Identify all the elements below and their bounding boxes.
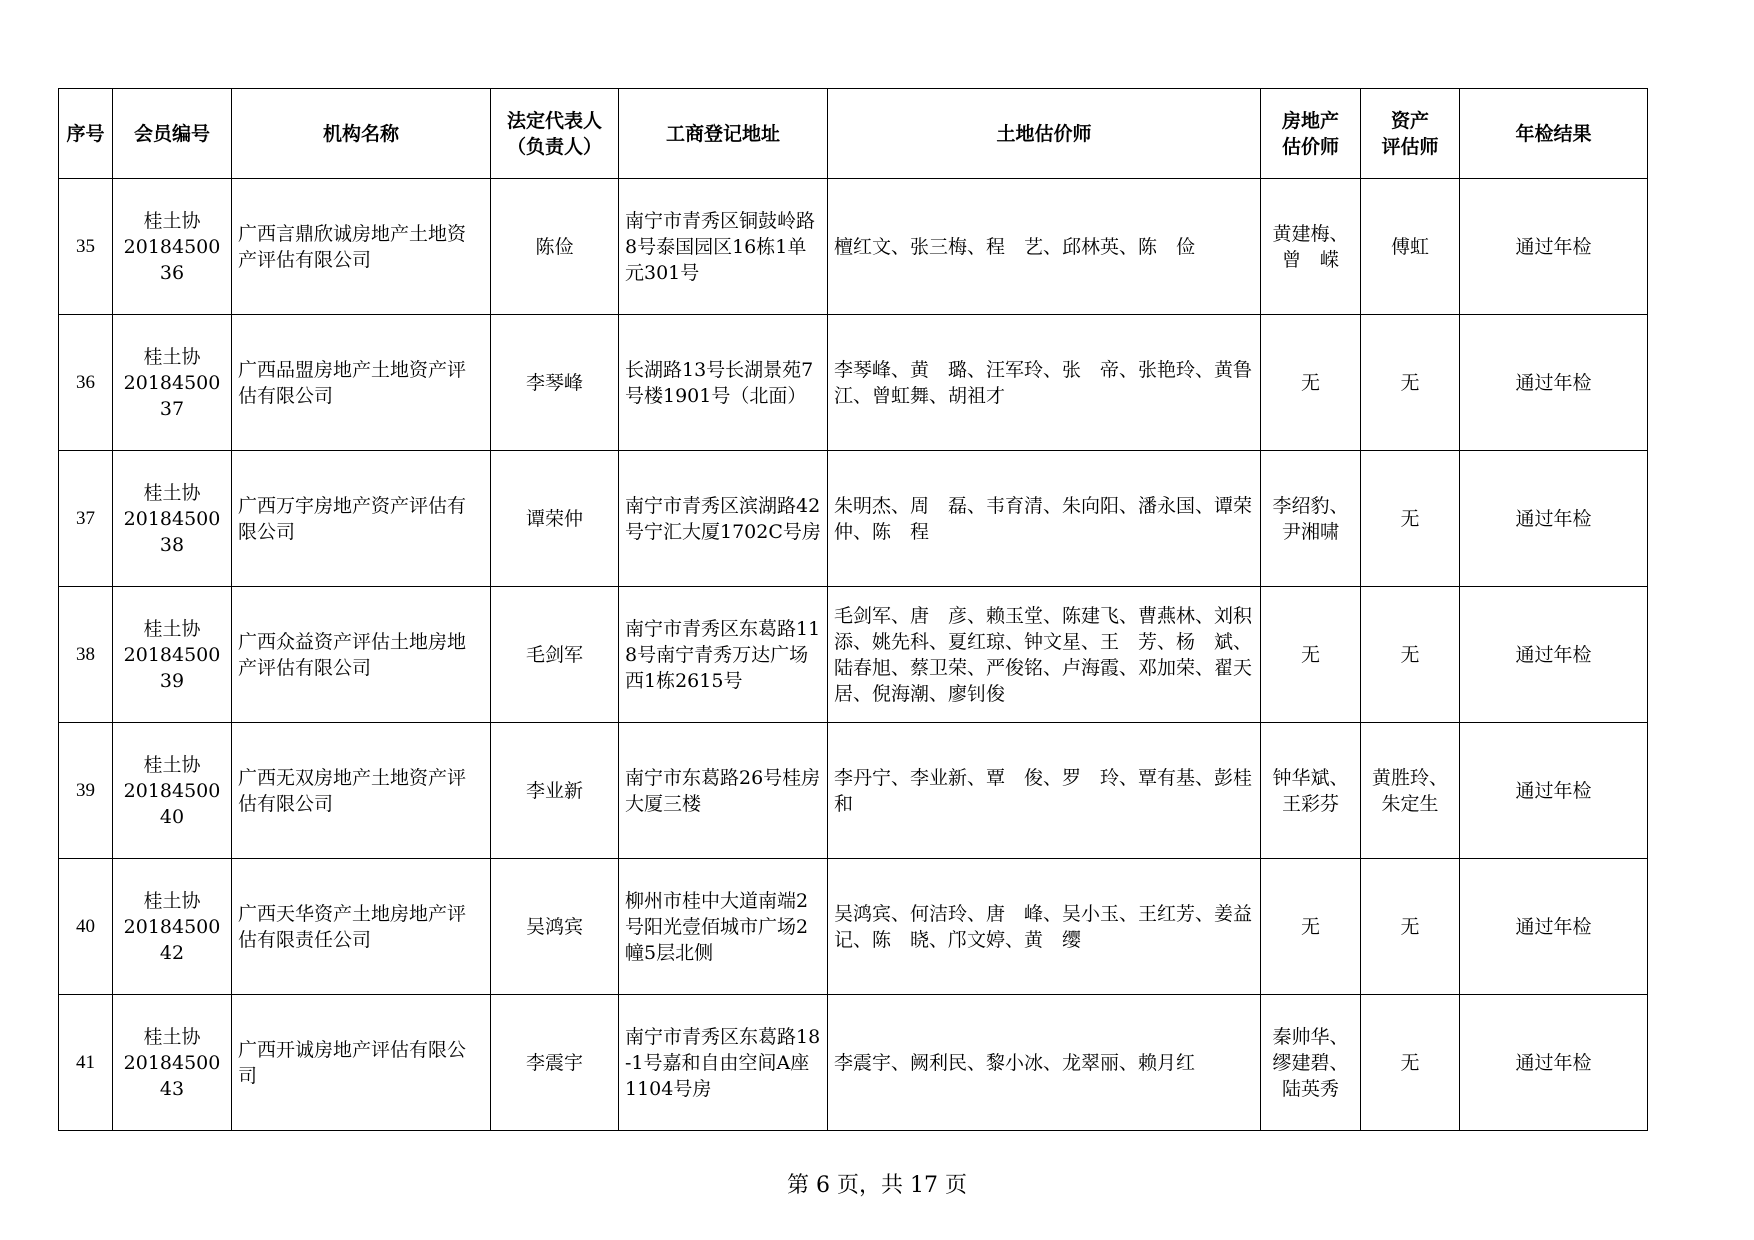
- row-member-id: 桂土协 2018450039: [113, 587, 232, 723]
- row-address: 南宁市东葛路26号桂房大厦三楼: [619, 723, 828, 859]
- row-asset-appraisers: 无: [1361, 859, 1460, 995]
- header-inspection-result: 年检结果: [1460, 89, 1648, 179]
- row-realestate-appraisers: 李绍豹、 尹湘啸: [1261, 451, 1361, 587]
- row-member-id: 桂土协 2018450042: [113, 859, 232, 995]
- row-member-id: 桂土协 2018450038: [113, 451, 232, 587]
- row-legal-rep: 毛剑军: [491, 587, 619, 723]
- header-member-id: 会员编号: [113, 89, 232, 179]
- row-inspection-result: 通过年检: [1460, 451, 1648, 587]
- row-inspection-result: 通过年检: [1460, 179, 1648, 315]
- row-no: 35: [59, 179, 113, 315]
- row-legal-rep: 谭荣仲: [491, 451, 619, 587]
- row-asset-appraisers: 无: [1361, 587, 1460, 723]
- row-org-name: 广西品盟房地产土地资产评估有限公司: [232, 315, 491, 451]
- row-org-name: 广西万宇房地产资产评估有限公司: [232, 451, 491, 587]
- row-inspection-result: 通过年检: [1460, 859, 1648, 995]
- row-legal-rep: 李业新: [491, 723, 619, 859]
- row-no: 37: [59, 451, 113, 587]
- row-address: 长湖路13号长湖景苑7号楼1901号（北面）: [619, 315, 828, 451]
- row-org-name: 广西言鼎欣诚房地产土地资产评估有限公司: [232, 179, 491, 315]
- row-address: 南宁市青秀区东葛路18-1号嘉和自由空间A座1104号房: [619, 995, 828, 1131]
- row-legal-rep: 吴鸿宾: [491, 859, 619, 995]
- header-asset-appraisers: 资产 评估师: [1361, 89, 1460, 179]
- row-address: 柳州市桂中大道南端2号阳光壹佰城市广场2幢5层北侧: [619, 859, 828, 995]
- row-land-appraisers: 李丹宁、李业新、覃 俊、罗 玲、覃有基、彭桂和: [828, 723, 1261, 859]
- row-legal-rep: 李震宇: [491, 995, 619, 1131]
- table-row: [59, 995, 1648, 1131]
- row-legal-rep: 陈俭: [491, 179, 619, 315]
- header-legal-rep: 法定代表人 （负责人）: [491, 89, 619, 179]
- header-realestate-appraisers: 房地产 估价师: [1261, 89, 1361, 179]
- table-row: [59, 315, 1648, 451]
- row-land-appraisers: 毛剑军、唐 彦、赖玉堂、陈建飞、曹燕林、刘积添、姚先科、夏红琼、钟文星、王 芳、杨 斌、陆春旭、蔡卫荣、严俊铭、卢海霞、邓加荣、翟天居、倪海潮、廖钊俊: [828, 587, 1261, 723]
- row-member-id: 桂土协 2018450040: [113, 723, 232, 859]
- member-table: [58, 88, 1648, 1131]
- row-org-name: 广西天华资产土地房地产评估有限责任公司: [232, 859, 491, 995]
- row-land-appraisers: 李琴峰、黄 璐、汪军玲、张 帝、张艳玲、黄鲁江、曾虹舞、胡祖才: [828, 315, 1261, 451]
- table-row: [59, 859, 1648, 995]
- row-address: 南宁市青秀区滨湖路42号宁汇大厦1702C号房: [619, 451, 828, 587]
- row-asset-appraisers: 傅虹: [1361, 179, 1460, 315]
- row-realestate-appraisers: 黄建梅、 曾 嵘: [1261, 179, 1361, 315]
- row-land-appraisers: 朱明杰、周 磊、韦育清、朱向阳、潘永国、谭荣仲、陈 程: [828, 451, 1261, 587]
- row-no: 41: [59, 995, 113, 1131]
- row-inspection-result: 通过年检: [1460, 587, 1648, 723]
- table-row: [59, 723, 1648, 859]
- row-legal-rep: 李琴峰: [491, 315, 619, 451]
- table-row: [59, 451, 1648, 587]
- row-member-id: 桂土协 2018450043: [113, 995, 232, 1131]
- header-land-appraisers: 土地估价师: [828, 89, 1261, 179]
- row-no: 38: [59, 587, 113, 723]
- row-land-appraisers: 檀红文、张三梅、程 艺、邱林英、陈 俭: [828, 179, 1261, 315]
- row-asset-appraisers: 无: [1361, 995, 1460, 1131]
- row-org-name: 广西开诚房地产评估有限公司: [232, 995, 491, 1131]
- row-no: 40: [59, 859, 113, 995]
- row-land-appraisers: 吴鸿宾、何洁玲、唐 峰、吴小玉、王红芳、姜益记、陈 晓、邝文婷、黄 缨: [828, 859, 1261, 995]
- row-asset-appraisers: 无: [1361, 315, 1460, 451]
- row-address: 南宁市青秀区铜鼓岭路8号泰国园区16栋1单元301号: [619, 179, 828, 315]
- row-member-id: 桂土协 2018450036: [113, 179, 232, 315]
- header-row: [59, 89, 1648, 179]
- row-realestate-appraisers: 无: [1261, 859, 1361, 995]
- row-realestate-appraisers: 无: [1261, 587, 1361, 723]
- header-org-name: 机构名称: [232, 89, 491, 179]
- row-org-name: 广西无双房地产土地资产评估有限公司: [232, 723, 491, 859]
- header-no: 序号: [59, 89, 113, 179]
- row-asset-appraisers: 无: [1361, 451, 1460, 587]
- row-inspection-result: 通过年检: [1460, 723, 1648, 859]
- row-inspection-result: 通过年检: [1460, 995, 1648, 1131]
- row-asset-appraisers: 黄胜玲、 朱定生: [1361, 723, 1460, 859]
- row-address: 南宁市青秀区东葛路118号南宁青秀万达广场西1栋2615号: [619, 587, 828, 723]
- row-no: 36: [59, 315, 113, 451]
- page-footer: 第 6 页，共 17 页: [787, 1173, 967, 1198]
- header-address: 工商登记地址: [619, 89, 828, 179]
- row-member-id: 桂土协 2018450037: [113, 315, 232, 451]
- row-realestate-appraisers: 钟华斌、 王彩芬: [1261, 723, 1361, 859]
- row-inspection-result: 通过年检: [1460, 315, 1648, 451]
- row-land-appraisers: 李震宇、阙利民、黎小冰、龙翠丽、赖月红: [828, 995, 1261, 1131]
- table-row: [59, 179, 1648, 315]
- row-no: 39: [59, 723, 113, 859]
- row-realestate-appraisers: 秦帅华、 缪建碧、 陆英秀: [1261, 995, 1361, 1131]
- row-org-name: 广西众益资产评估土地房地产评估有限公司: [232, 587, 491, 723]
- table-row: [59, 587, 1648, 723]
- row-realestate-appraisers: 无: [1261, 315, 1361, 451]
